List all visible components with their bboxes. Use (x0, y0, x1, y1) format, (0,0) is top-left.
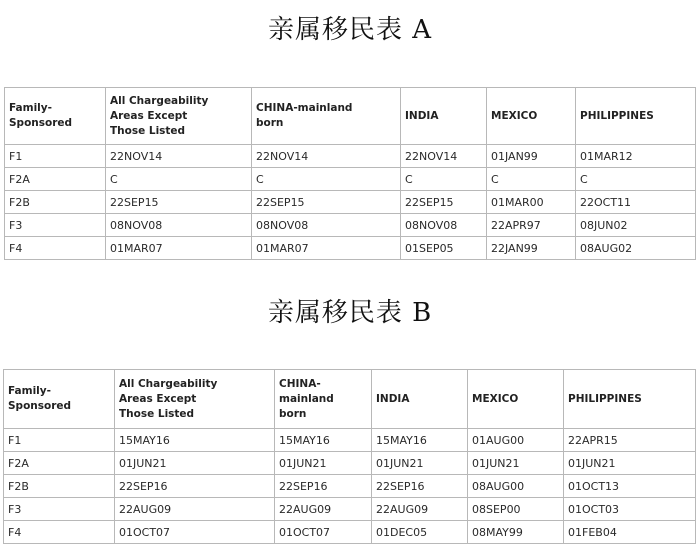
date-cell: 01OCT07 (275, 521, 372, 544)
date-cell: 01AUG00 (468, 429, 564, 452)
header-cell: All Chargeability Areas Except Those Listed (115, 370, 275, 429)
date-cell: C (576, 168, 696, 191)
date-cell: 01MAR12 (576, 145, 696, 168)
date-cell: 15MAY16 (275, 429, 372, 452)
table-row (5, 237, 696, 260)
date-cell: 01DEC05 (372, 521, 468, 544)
date-cell: 01MAR07 (106, 237, 252, 260)
date-cell: 22AUG09 (115, 498, 275, 521)
date-cell: C (401, 168, 487, 191)
table-row (5, 191, 696, 214)
table-b-title: 亲属移民表 B (267, 298, 433, 328)
category-cell: F1 (5, 145, 106, 168)
date-cell: 08NOV08 (401, 214, 487, 237)
category-cell: F3 (4, 498, 115, 521)
category-cell: F3 (5, 214, 106, 237)
header-cell: PHILIPPINES (564, 370, 696, 429)
date-cell: 08NOV08 (252, 214, 401, 237)
date-cell: 15MAY16 (115, 429, 275, 452)
date-cell: 08MAY99 (468, 521, 564, 544)
header-cell: Family- Sponsored (4, 370, 115, 429)
date-cell: 01MAR07 (252, 237, 401, 260)
date-cell: 15MAY16 (372, 429, 468, 452)
table-row (4, 521, 696, 544)
table-row (4, 475, 696, 498)
table-header-row (5, 88, 696, 145)
date-cell: 08AUG00 (468, 475, 564, 498)
date-cell: 08SEP00 (468, 498, 564, 521)
table-a-title: 亲属移民表 A (267, 15, 433, 45)
header-cell: PHILIPPINES (576, 88, 696, 145)
header-cell: MEXICO (468, 370, 564, 429)
date-cell: 01JUN21 (275, 452, 372, 475)
date-cell: 22AUG09 (372, 498, 468, 521)
category-cell: F2A (5, 168, 106, 191)
date-cell: 22SEP15 (106, 191, 252, 214)
header-cell: CHINA- mainland born (275, 370, 372, 429)
date-cell: 01MAR00 (487, 191, 576, 214)
date-cell: 01SEP05 (401, 237, 487, 260)
table-row (5, 145, 696, 168)
header-cell: CHINA-mainland born (252, 88, 401, 145)
date-cell: 22SEP16 (372, 475, 468, 498)
date-cell: 08AUG02 (576, 237, 696, 260)
header-cell: INDIA (372, 370, 468, 429)
visa-bulletin-table-b (3, 369, 696, 544)
date-cell: 22JAN99 (487, 237, 576, 260)
date-cell: 01OCT13 (564, 475, 696, 498)
date-cell: 22NOV14 (401, 145, 487, 168)
header-cell: INDIA (401, 88, 487, 145)
category-cell: F4 (5, 237, 106, 260)
date-cell: 22NOV14 (106, 145, 252, 168)
date-cell: 01OCT07 (115, 521, 275, 544)
date-cell: 22AUG09 (275, 498, 372, 521)
date-cell: 22OCT11 (576, 191, 696, 214)
visa-bulletin-table-a (4, 87, 696, 260)
date-cell: 22APR15 (564, 429, 696, 452)
date-cell: C (487, 168, 576, 191)
date-cell: 08JUN02 (576, 214, 696, 237)
category-cell: F2B (5, 191, 106, 214)
date-cell: C (106, 168, 252, 191)
date-cell: 01JUN21 (115, 452, 275, 475)
category-cell: F4 (4, 521, 115, 544)
date-cell: 01JUN21 (372, 452, 468, 475)
category-cell: F2A (4, 452, 115, 475)
date-cell: 22APR97 (487, 214, 576, 237)
date-cell: C (252, 168, 401, 191)
date-cell: 22SEP16 (275, 475, 372, 498)
date-cell: 01JAN99 (487, 145, 576, 168)
table-row (4, 452, 696, 475)
table-row (4, 498, 696, 521)
date-cell: 01FEB04 (564, 521, 696, 544)
date-cell: 01JUN21 (564, 452, 696, 475)
date-cell: 22SEP15 (252, 191, 401, 214)
table-row (5, 168, 696, 191)
date-cell: 22NOV14 (252, 145, 401, 168)
date-cell: 08NOV08 (106, 214, 252, 237)
header-cell: MEXICO (487, 88, 576, 145)
header-cell: Family- Sponsored (5, 88, 106, 145)
date-cell: 01OCT03 (564, 498, 696, 521)
category-cell: F1 (4, 429, 115, 452)
table-row (4, 429, 696, 452)
date-cell: 01JUN21 (468, 452, 564, 475)
table-row (5, 214, 696, 237)
date-cell: 22SEP15 (401, 191, 487, 214)
date-cell: 22SEP16 (115, 475, 275, 498)
header-cell: All Chargeability Areas Except Those Listed (106, 88, 252, 145)
category-cell: F2B (4, 475, 115, 498)
table-header-row (4, 370, 696, 429)
